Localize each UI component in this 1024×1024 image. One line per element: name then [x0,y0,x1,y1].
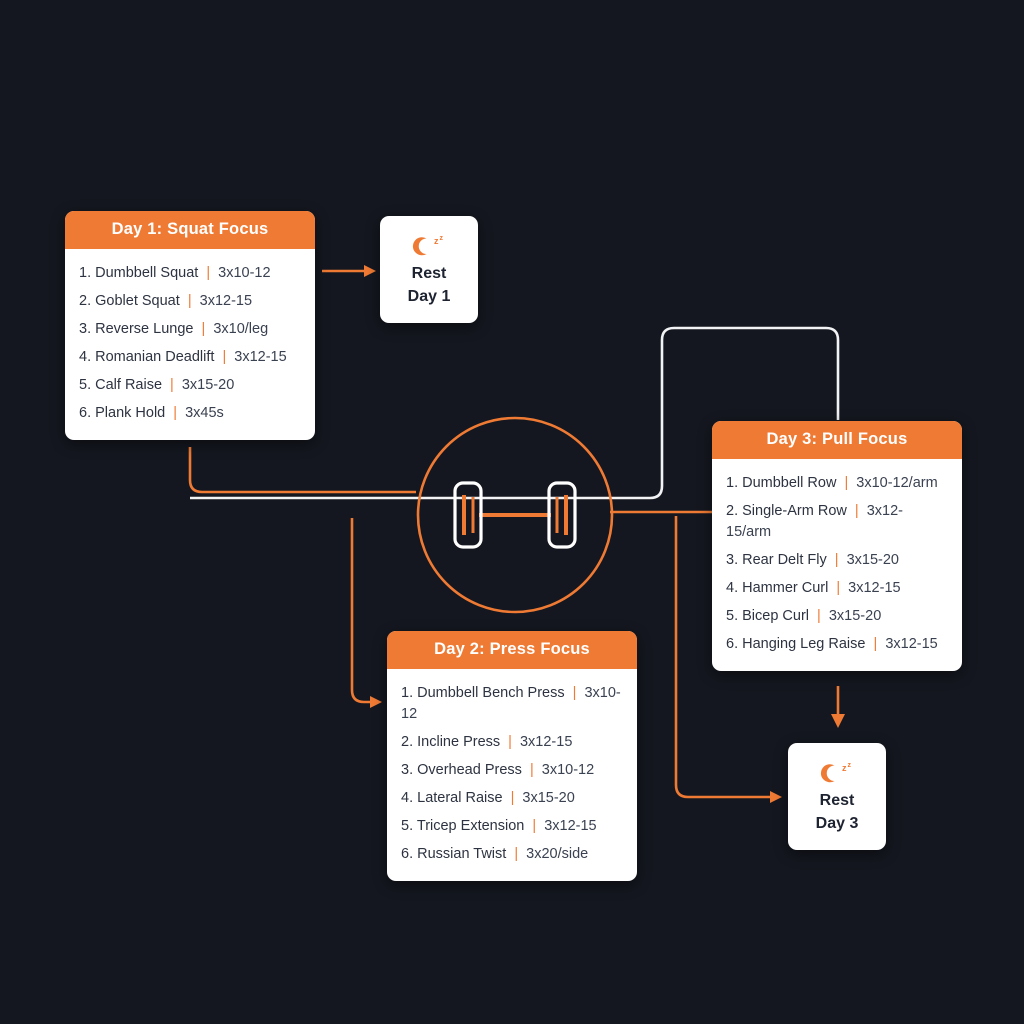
exercise-row [401,813,623,841]
exercise-name: Lateral Raise [417,790,503,807]
exercise-number: 6. [726,636,739,653]
exercise-row [79,372,301,400]
svg-text:z: z [847,762,851,770]
exercise-number: 6. [401,846,414,863]
rest-day-1-line2: Day 1 [407,287,451,305]
exercise-sets: 3x15-20 [181,377,235,394]
exercise-name: Russian Twist [417,846,507,863]
exercise-name: Reverse Lunge [95,320,194,337]
exercise-separator: | [187,292,192,309]
exercise-name: Dumbbell Squat [95,264,199,281]
exercise-row [79,315,301,343]
exercise-number: 4. [726,580,739,597]
rest-day-3-line2: Day 3 [815,814,859,832]
moon-zzz-icon [412,233,446,259]
exercise-separator: | [532,818,537,835]
exercise-number: 5. [401,818,414,835]
svg-text:z: z [439,235,443,243]
exercise-row [79,400,301,428]
card-day-3[interactable] [712,421,962,671]
exercise-sets: 3x12-15/arm [726,502,903,540]
exercise-number: 5. [79,377,92,394]
exercise-sets: 3x10-12 [218,264,271,281]
card-day-3-body [712,459,962,671]
exercise-number: 4. [79,348,92,365]
exercise-row [726,631,948,659]
exercise-row [726,497,948,546]
exercise-separator: | [844,474,849,491]
connector-hub-to-day2 [352,518,382,708]
exercise-name: Rear Delt Fly [742,551,827,568]
exercise-sets: 3x10-12/arm [856,474,938,491]
rest-day-1-line1: Rest [411,265,447,283]
exercise-sets: 3x15-20 [846,551,899,568]
exercise-separator: | [854,502,859,519]
exercise-row [726,546,948,574]
rest-day-3-line1: Rest [819,792,855,810]
exercise-sets: 3x45s [185,405,224,422]
exercise-number: 1. [79,264,92,281]
exercise-name: Dumbbell Bench Press [417,684,565,701]
exercise-separator: | [510,790,515,807]
exercise-number: 5. [726,608,739,625]
exercise-sets: 3x12-15 [519,733,573,750]
card-day-2[interactable] [387,631,637,881]
exercise-separator: | [170,377,174,394]
exercise-name: Calf Raise [95,377,163,394]
exercise-number: 2. [79,292,92,309]
card-day-1-header: Day 1: Squat Focus [65,211,315,249]
exercise-name: Incline Press [417,733,501,750]
card-day-3-header: Day 3: Pull Focus [712,421,962,459]
exercise-name: Hanging Leg Raise [742,636,866,653]
exercise-row [726,603,948,631]
exercise-name: Romanian Deadlift [95,348,215,365]
exercise-separator: | [572,684,577,701]
rest-day-1-chip[interactable] [380,216,478,323]
exercise-row [401,728,623,756]
card-day-2-header: Day 2: Press Focus [387,631,637,669]
exercise-separator: | [873,636,878,653]
exercise-separator: | [222,348,227,365]
exercise-sets: 3x12-15 [848,580,901,597]
card-day-1[interactable] [65,211,315,440]
exercise-number: 2. [401,733,414,750]
exercise-separator: | [173,405,178,422]
card-day-1-body [65,249,315,440]
exercise-name: Goblet Squat [95,292,180,309]
exercise-sets: 3x10-12 [401,684,621,722]
exercise-name: Tricep Extension [416,818,525,835]
exercise-row [401,756,623,784]
exercise-sets: 3x12-15 [544,818,597,835]
exercise-number: 3. [726,551,739,568]
exercise-number: 6. [79,405,92,422]
rest-day-3-chip[interactable] [788,743,886,850]
exercise-number: 1. [726,474,739,491]
exercise-separator: | [529,761,534,778]
exercise-sets: 3x15-20 [828,608,882,625]
exercise-number: 3. [79,320,92,337]
svg-text:z: z [434,236,439,247]
exercise-sets: 3x20/side [526,846,589,863]
exercise-row [401,841,623,869]
exercise-name: Dumbbell Row [742,474,837,491]
exercise-row [401,785,623,813]
exercise-separator: | [817,608,821,625]
exercise-name: Hammer Curl [742,580,829,597]
exercise-sets: 3x15-20 [522,790,575,807]
exercise-separator: | [206,264,211,281]
svg-text:z: z [842,763,847,774]
connector-day1-to-hub [190,447,416,492]
dumbbell-icon [417,417,613,613]
exercise-sets: 3x10-12 [541,761,595,778]
exercise-row [401,679,623,728]
connector-day3-to-rest3 [831,686,845,728]
exercise-number: 1. [401,684,414,701]
exercise-name: Plank Hold [95,405,166,422]
exercise-separator: | [514,846,519,863]
exercise-number: 2. [726,502,739,519]
exercise-name: Single-Arm Row [742,502,847,519]
exercise-separator: | [836,580,841,597]
exercise-sets: 3x10/leg [213,320,269,337]
moon-zzz-icon [820,760,854,786]
exercise-row [726,575,948,603]
exercise-separator: | [508,733,512,750]
exercise-separator: | [201,320,206,337]
exercise-name: Overhead Press [417,761,522,778]
connector-day1-to-rest1 [322,265,376,277]
exercise-sets: 3x12-15 [199,292,253,309]
exercise-number: 3. [401,761,414,778]
exercise-row [726,469,948,497]
card-day-2-body [387,669,637,881]
exercise-row [79,287,301,315]
exercise-name: Bicep Curl [742,608,810,625]
exercise-row [79,259,301,287]
exercise-sets: 3x12-15 [885,636,938,653]
exercise-row [79,343,301,371]
exercise-number: 4. [401,790,414,807]
exercise-sets: 3x12-15 [234,348,287,365]
exercise-separator: | [834,551,839,568]
